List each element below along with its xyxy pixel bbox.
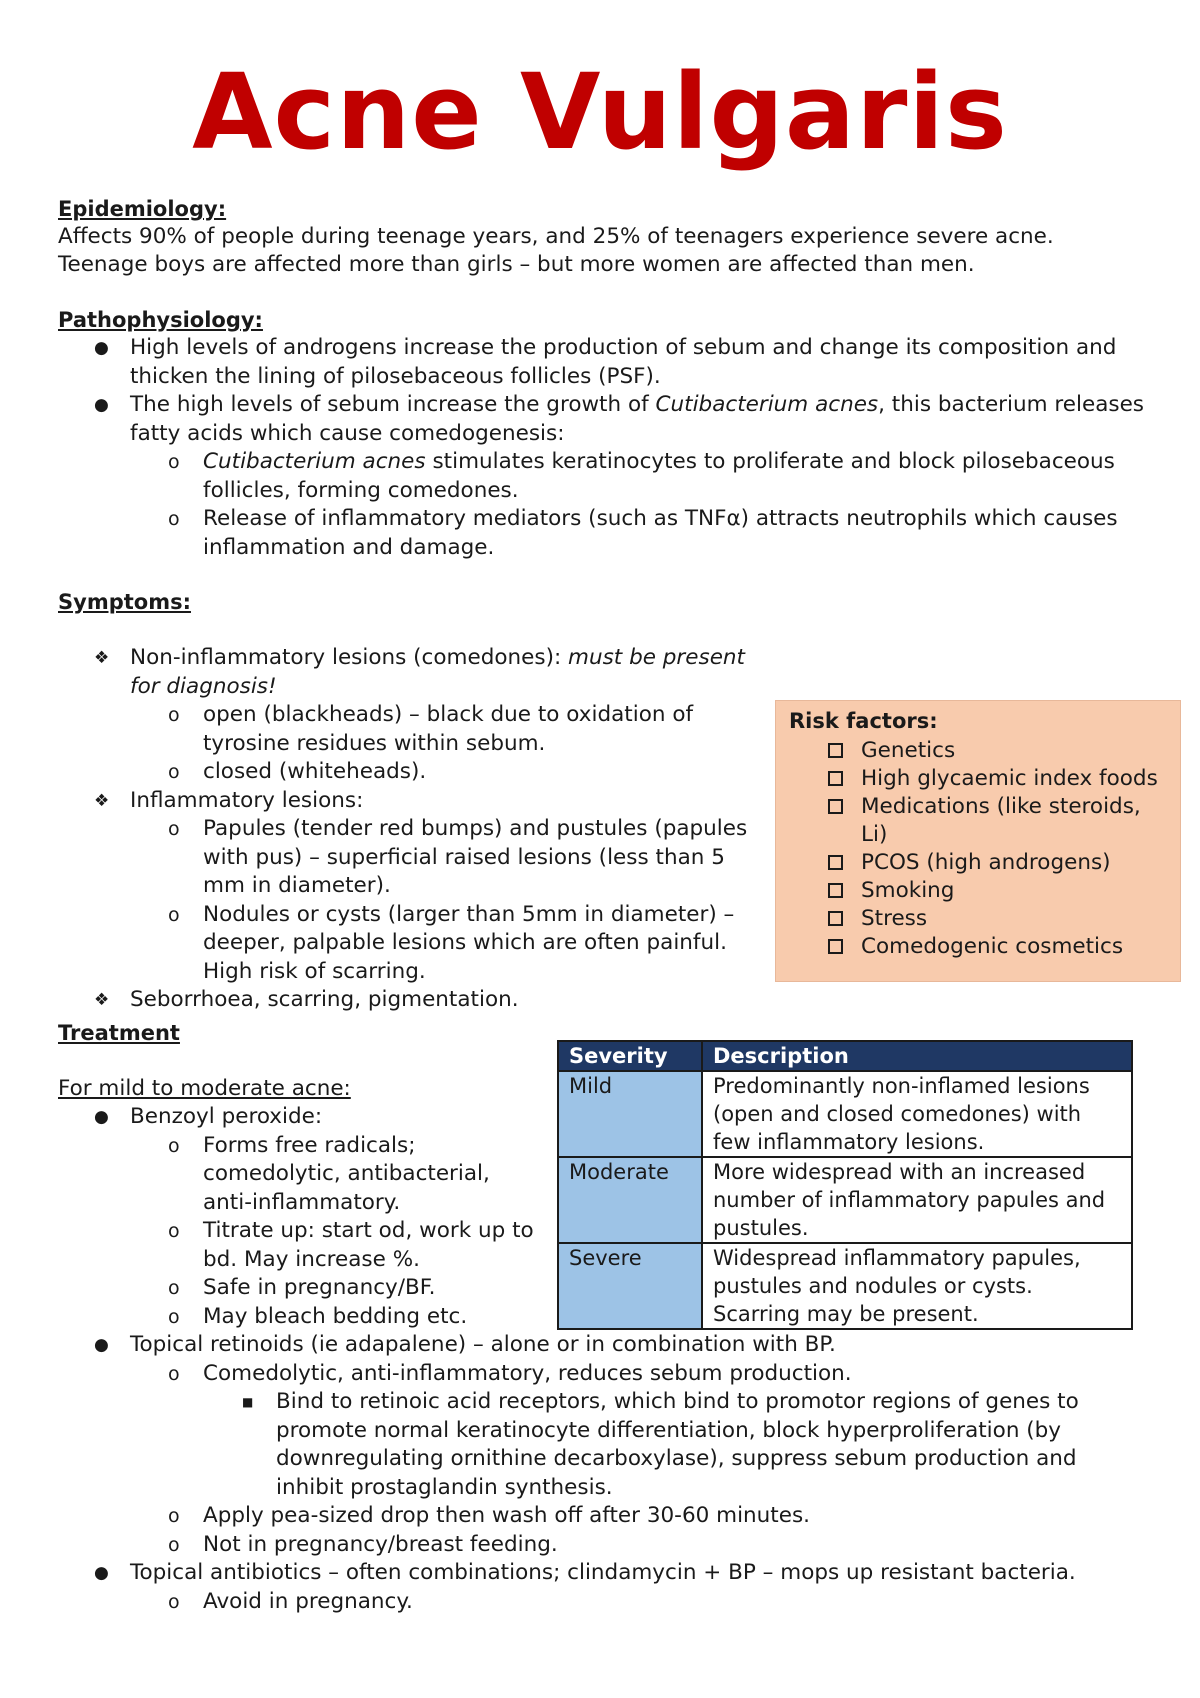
severity-cell: Severe xyxy=(558,1243,702,1329)
mild-treatment-heading: For mild to moderate acne: xyxy=(58,1076,351,1101)
item-text: High levels of androgens increase the production of sebum and change its composition and thicken the lining of pilosebaceous follicles (PSF). xyxy=(130,335,1117,389)
description-cell: Widespread inflammatory papules, pustules and nodules or cysts. Scarring may be present. xyxy=(702,1243,1132,1329)
list-item xyxy=(58,1502,1148,1531)
item-text: stimulates keratinocytes to proliferate and block pilosebaceous follicles, forming comedones. xyxy=(203,449,1115,503)
list-item xyxy=(828,905,1168,933)
bullet-circle-icon: o xyxy=(168,761,180,783)
risk-factors-list xyxy=(828,737,1168,961)
list-item xyxy=(58,901,763,987)
item-text: PCOS (high androgens) xyxy=(861,850,1111,875)
risk-factors-title: Risk factors: xyxy=(789,709,938,733)
item-text-italic: Cutibacterium acnes xyxy=(655,392,879,417)
item-text-italic: must be present for diagnosis! xyxy=(130,645,745,699)
bullet-circle-icon: o xyxy=(168,1220,180,1242)
list-item xyxy=(58,1360,1148,1389)
table-row xyxy=(558,1071,1132,1157)
bullet-dot-icon: ● xyxy=(94,395,109,415)
table-header-row xyxy=(558,1041,1132,1071)
item-text: Avoid in pregnancy. xyxy=(203,1588,413,1614)
item-text: Comedogenic cosmetics xyxy=(861,934,1124,959)
item-text: Papules (tender red bumps) and pustules (papules with pus) – superficial raised lesions (less than 5 mm in diameter). xyxy=(203,816,748,898)
item-text: , this bacterium releases fatty acids which cause comedogenesis: xyxy=(130,392,1144,446)
list-item xyxy=(58,1217,543,1274)
item-text: Not in pregnancy/breast feeding. xyxy=(203,1531,558,1557)
list-item xyxy=(58,1388,1148,1502)
page-title: Acne Vulgaris xyxy=(192,51,1008,173)
item-text: Genetics xyxy=(861,738,956,763)
item-text: Bind to retinoic acid receptors, which bind to promotor regions of genes to promote normal keratinocyte differentiation, block hyperproliferation (by downregulating ornithine decarboxylase), suppress sebum production and inhibit prostaglandin synthesis. xyxy=(276,1389,1079,1500)
epidemiology-heading: Epidemiology: xyxy=(58,197,227,221)
list-item xyxy=(58,787,758,816)
list-item xyxy=(58,505,1148,562)
description-cell: More widespread with an increased number of inflammatory papules and pustules. xyxy=(702,1157,1132,1243)
item-text: Apply pea-sized drop then wash off after 30-60 minutes. xyxy=(203,1503,810,1528)
list-item xyxy=(58,391,1148,448)
severity-cell: Moderate xyxy=(558,1157,702,1243)
list-item xyxy=(828,765,1168,793)
list-item xyxy=(828,737,1168,765)
bullet-square-icon: ■ xyxy=(242,1395,254,1409)
diamond-bullet-icon: ❖ xyxy=(94,648,110,668)
bullet-dot-icon: ● xyxy=(94,338,109,358)
item-text-italic: Cutibacterium acnes xyxy=(203,449,426,474)
item-text: The high levels of sebum increase the growth of xyxy=(130,392,656,417)
bullet-dot-icon: ● xyxy=(94,1563,109,1583)
list-item xyxy=(58,334,1148,391)
bullet-circle-icon: o xyxy=(168,903,180,926)
item-text: Topical retinoids (ie adapalene) – alone or in combination with BP. xyxy=(130,1332,836,1357)
item-text: open (blackheads) – black due to oxidation of tyrosine residues within sebum. xyxy=(203,702,694,756)
item-text: Seborrhoea, scarring, pigmentation. xyxy=(130,987,519,1012)
checkbox-icon xyxy=(828,743,843,758)
epidemiology-line-1: Affects 90% of people during teenage years, and 25% of teenagers experience severe acne. xyxy=(58,224,1054,249)
list-item xyxy=(58,758,758,787)
bullet-circle-icon: o xyxy=(168,704,180,726)
item-text: Smoking xyxy=(861,878,955,903)
list-item xyxy=(58,1588,1148,1617)
checkbox-icon xyxy=(828,911,843,926)
symptoms-heading: Symptoms: xyxy=(58,590,191,614)
pathophysiology-heading: Pathophysiology: xyxy=(58,308,263,332)
item-text: Release of inflammatory mediators (such as TNFα) attracts neutrophils which causes inflammation and damage. xyxy=(203,506,1118,560)
list-item xyxy=(828,793,1168,849)
bullet-circle-icon: o xyxy=(168,1533,180,1556)
diamond-bullet-icon: ❖ xyxy=(94,990,110,1010)
table-row xyxy=(558,1157,1132,1243)
item-text: Medications (like steroids, Li) xyxy=(861,794,1141,847)
severity-table xyxy=(557,1040,1133,1330)
list-item xyxy=(58,1132,543,1218)
list-item xyxy=(58,1531,1148,1560)
item-text: Safe in pregnancy/BF. xyxy=(203,1275,436,1300)
item-text: Non-inflammatory lesions (comedones): xyxy=(130,645,569,670)
bullet-circle-icon: o xyxy=(168,1305,180,1328)
item-text: Topical antibiotics – often combinations; clindamycin + BP – mops up resistant bacteria. xyxy=(130,1560,1076,1585)
bullet-circle-icon: o xyxy=(168,1362,180,1385)
list-item xyxy=(58,701,763,758)
item-text: closed (whiteheads). xyxy=(203,759,427,784)
bullet-circle-icon: o xyxy=(168,818,180,840)
severity-column-header: Severity xyxy=(558,1041,702,1071)
list-item xyxy=(58,448,1148,505)
checkbox-icon xyxy=(828,939,843,954)
symptoms-list xyxy=(58,644,758,1015)
list-item xyxy=(828,877,1168,905)
pathophysiology-list xyxy=(58,334,1148,562)
table-row xyxy=(558,1243,1132,1329)
item-text: High glycaemic index foods xyxy=(861,766,1158,791)
list-item xyxy=(58,1331,1148,1360)
bullet-circle-icon: o xyxy=(168,1134,180,1157)
item-text: Titrate up: start od, work up to bd. May increase %. xyxy=(203,1218,534,1272)
bullet-dot-icon: ● xyxy=(94,1335,109,1355)
item-text: May bleach bedding etc. xyxy=(203,1303,468,1329)
bullet-circle-icon: o xyxy=(168,1277,180,1299)
bullet-circle-icon: o xyxy=(168,1590,180,1613)
item-text: Nodules or cysts (larger than 5mm in diameter) – deeper, palpable lesions which are often painful. High risk of scarring. xyxy=(203,901,735,984)
description-cell: Predominantly non-inflamed lesions (open and closed comedones) with few inflammatory lesions. xyxy=(702,1071,1132,1157)
treatment-heading: Treatment xyxy=(58,1021,180,1045)
list-item xyxy=(58,1559,1148,1588)
item-text: Stress xyxy=(861,906,928,931)
bullet-dot-icon: ● xyxy=(94,1107,109,1127)
risk-factors-box xyxy=(775,700,1181,982)
item-text: Benzoyl peroxide: xyxy=(130,1104,323,1129)
list-item xyxy=(828,933,1168,961)
description-column-header: Description xyxy=(702,1041,1132,1071)
item-text: Comedolytic, anti-inflammatory, reduces sebum production. xyxy=(203,1360,852,1386)
item-text: Inflammatory lesions: xyxy=(130,787,364,813)
item-text: Forms free radicals; comedolytic, antibacterial, anti-inflammatory. xyxy=(203,1132,490,1215)
list-item xyxy=(58,815,763,901)
bullet-circle-icon: o xyxy=(168,508,180,530)
list-item xyxy=(58,986,758,1015)
list-item xyxy=(828,849,1168,877)
bullet-circle-icon: o xyxy=(168,1505,180,1527)
bullet-circle-icon: o xyxy=(168,451,180,473)
list-item xyxy=(58,644,758,701)
diamond-bullet-icon: ❖ xyxy=(94,790,110,811)
checkbox-icon xyxy=(828,799,843,814)
checkbox-icon xyxy=(828,771,843,786)
checkbox-icon xyxy=(828,883,843,898)
checkbox-icon xyxy=(828,855,843,870)
severity-cell: Mild xyxy=(558,1071,702,1157)
epidemiology-line-2: Teenage boys are affected more than girls – but more women are affected than men. xyxy=(58,252,975,277)
